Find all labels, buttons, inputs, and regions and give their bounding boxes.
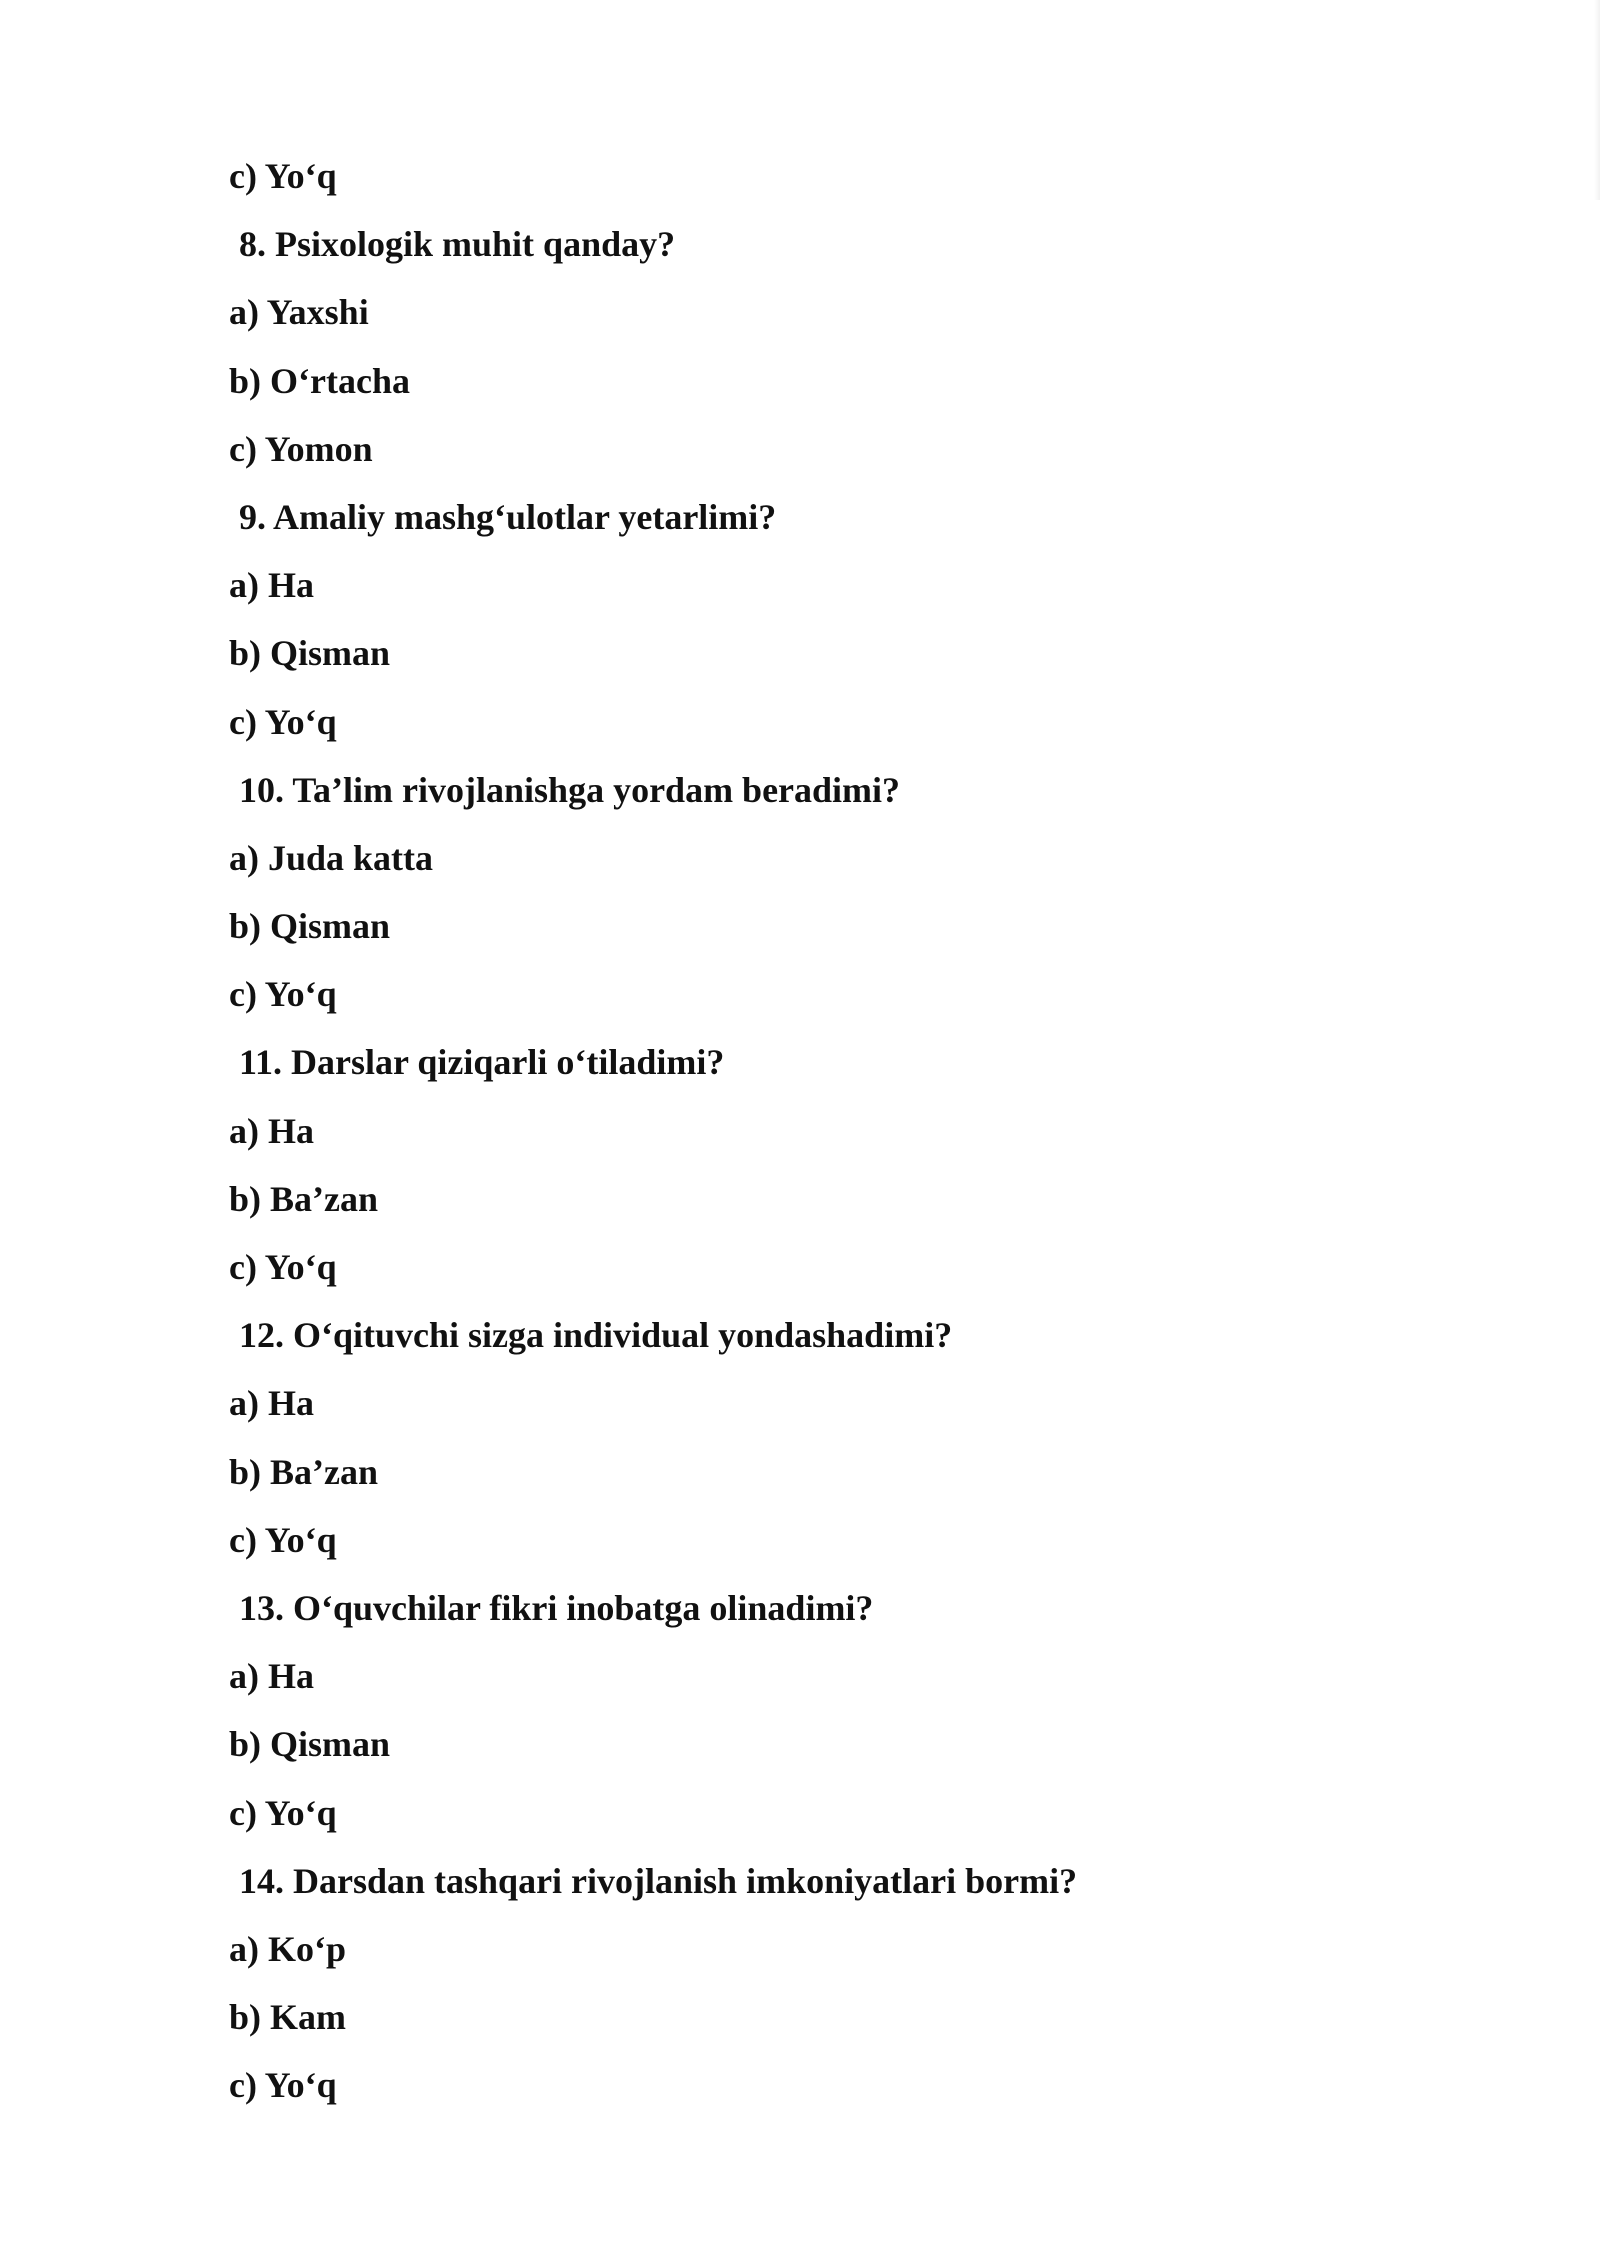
- answer-option: c) Yo‘q: [229, 1792, 337, 1833]
- question-text: 10. Ta’lim rivojlanishga yordam beradimi?: [239, 769, 901, 810]
- page-edge-shadow: [1594, 0, 1600, 200]
- answer-option: c) Yomon: [229, 428, 373, 469]
- answer-option: b) O‘rtacha: [229, 360, 410, 401]
- question-text: 9. Amaliy mashg‘ulotlar yetarlimi?: [239, 496, 777, 537]
- answer-option: b) Qisman: [229, 633, 391, 674]
- answer-option: a) Ha: [229, 565, 314, 606]
- answer-option: a) Juda katta: [229, 837, 434, 878]
- answer-option: c) Yo‘q: [229, 701, 337, 742]
- answer-option: c) Yo‘q: [229, 1247, 337, 1287]
- answer-option: b) Qisman: [229, 906, 391, 947]
- answer-option: a) Yaxshi: [229, 292, 369, 333]
- answer-option: b) Ba’zan: [229, 1451, 379, 1492]
- question-text: 12. O‘qituvchi sizga individual yondashadimi?: [239, 1315, 953, 1356]
- question-text: 14. Darsdan tashqari rivojlanish imkoniyatlari bormi?: [239, 1860, 1078, 1901]
- question-text: 11. Darslar qiziqarli o‘tiladimi?: [239, 1042, 725, 1083]
- answer-option: a) Ha: [229, 1656, 314, 1697]
- answer-option: c) Yo‘q: [229, 974, 337, 1015]
- question-text: 13. O‘quvchilar fikri inobatga olinadimi?: [239, 1587, 874, 1628]
- answer-option: c) Yo‘q: [229, 156, 337, 196]
- answer-option: c) Yo‘q: [229, 1519, 337, 1560]
- question-text: 8. Psixologik muhit qanday?: [239, 224, 676, 265]
- answer-option: b) Qisman: [229, 1724, 391, 1765]
- survey-content: [229, 150, 1429, 2127]
- answer-option: a) Ha: [229, 1383, 314, 1424]
- answer-option: c) Yo‘q: [229, 2065, 337, 2106]
- answer-option: a) Ko‘p: [229, 1928, 346, 1969]
- answer-option: b) Ba’zan: [229, 1178, 379, 1219]
- answer-option: b) Kam: [229, 1997, 346, 2038]
- answer-option: a) Ha: [229, 1110, 314, 1151]
